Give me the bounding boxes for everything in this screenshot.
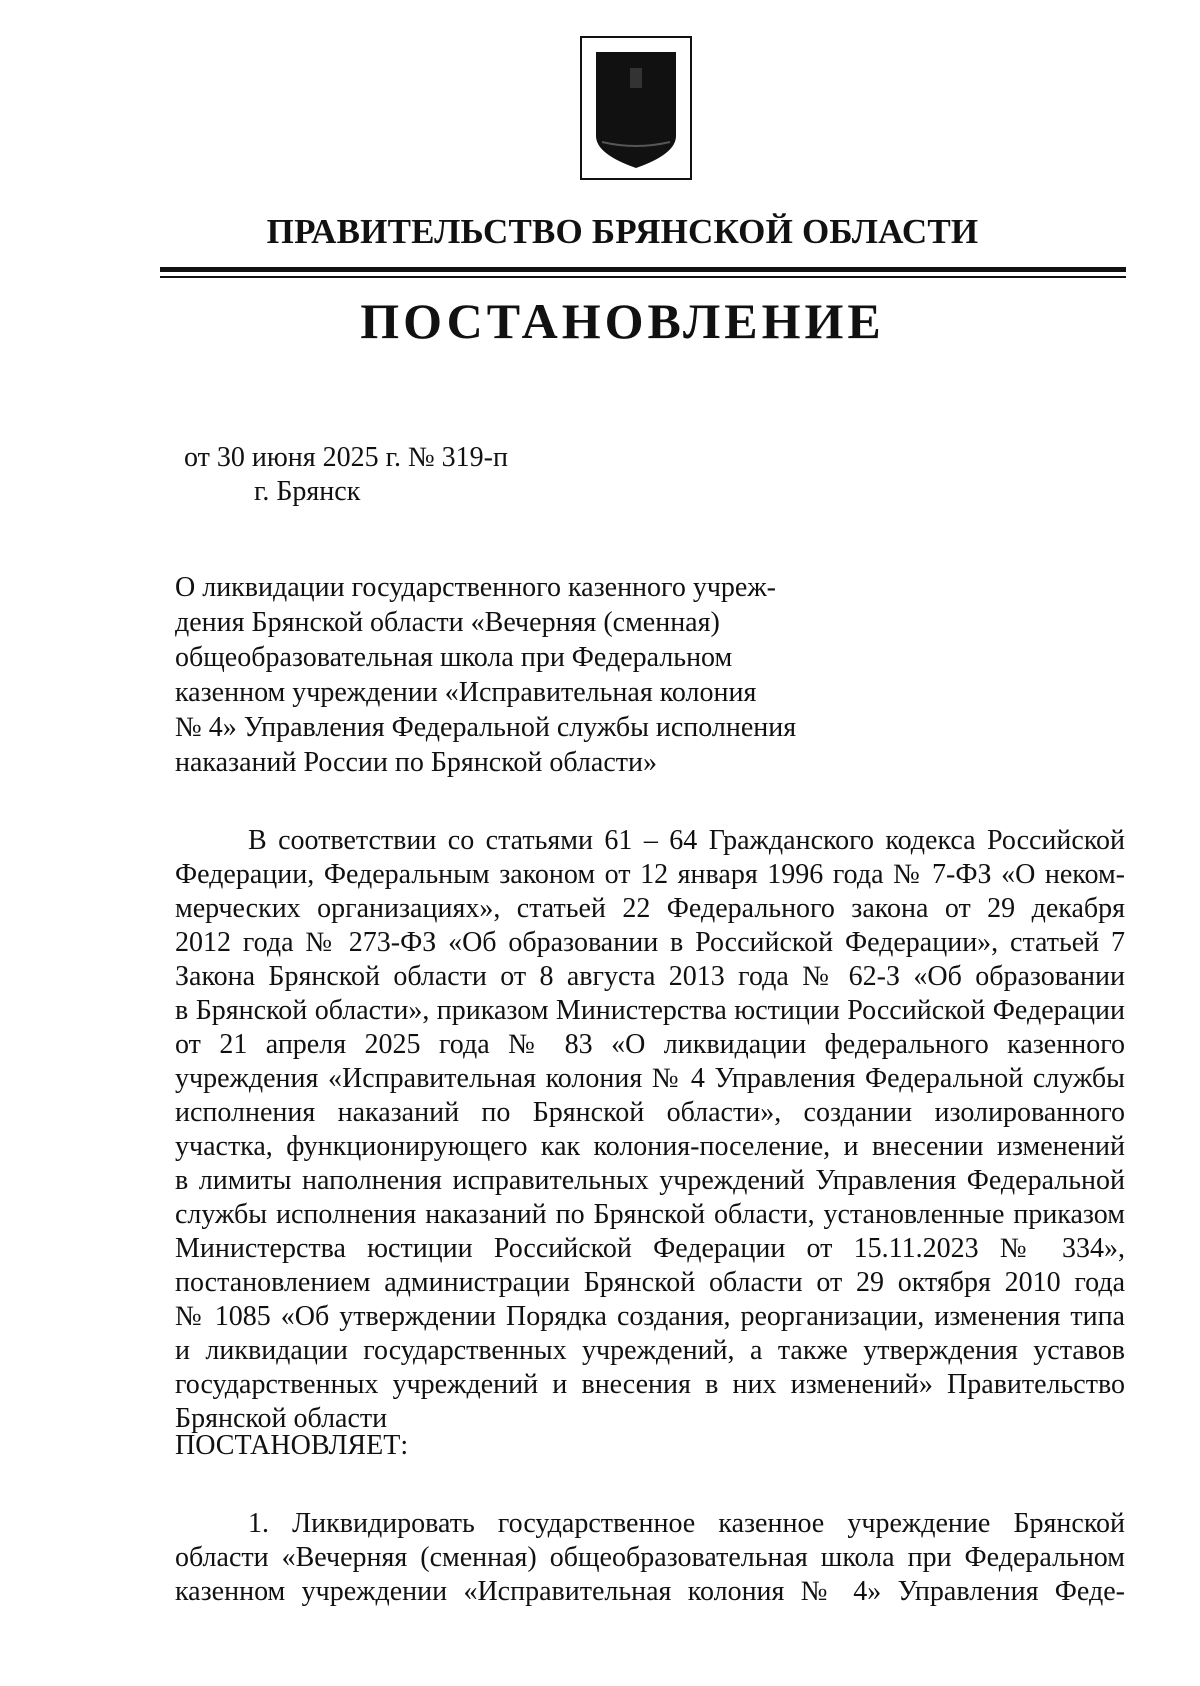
document-city: г. Брянск bbox=[254, 476, 361, 507]
subject-line: дения Брянской области «Вечерняя (сменная) bbox=[175, 607, 720, 638]
document-subject bbox=[175, 570, 805, 780]
item-1-line: казенном учреждении «Исправительная колония № 4» Управления Феде- bbox=[175, 1576, 1125, 1607]
document-date-number: от 30 июня 2025 г. № 319-п bbox=[184, 442, 508, 473]
coat-of-arms-icon bbox=[582, 38, 690, 178]
preamble-line: службы исполнения наказаний по Брянской области, установленные приказом bbox=[175, 1199, 1125, 1230]
preamble-line: учреждения «Исправительная колония № 4 Управления Федеральной службы bbox=[175, 1063, 1125, 1094]
preamble-line: Министерства юстиции Российской Федерации от 15.11.2023 № 334», bbox=[175, 1233, 1125, 1264]
header-rule-thick bbox=[160, 267, 1126, 272]
preamble-line: в лимиты наполнения исправительных учреждений Управления Федеральной bbox=[175, 1165, 1125, 1196]
subject-line: О ликвидации государственного казенного учреж- bbox=[175, 572, 777, 603]
preamble-line: Федерации, Федеральным законом от 12 января 1996 года № 7-ФЗ «О неком- bbox=[175, 859, 1125, 890]
preamble-line: от 21 апреля 2025 года № 83 «О ликвидации федерального казенного bbox=[175, 1029, 1125, 1060]
preamble-line: В соответствии со статьями 61 – 64 Гражданского кодекса Российской bbox=[248, 825, 1125, 856]
item-1-paragraph bbox=[175, 1507, 1125, 1609]
organization-name: ПРАВИТЕЛЬСТВО БРЯНСКОЙ ОБЛАСТИ bbox=[266, 212, 979, 251]
preamble-line: 2012 года № 273-ФЗ «Об образовании в Российской Федерации», статьей 7 bbox=[175, 927, 1125, 958]
decree-word: ПОСТАНОВЛЯЕТ: bbox=[175, 1430, 409, 1461]
emblem-frame bbox=[580, 36, 692, 180]
item-1-line: 1. Ликвидировать государственное казенное учреждение Брянской bbox=[248, 1508, 1125, 1539]
preamble-line: № 1085 «Об утверждении Порядка создания, реорганизации, изменения типа bbox=[175, 1301, 1125, 1332]
preamble-line: Закона Брянской области от 8 августа 2013 года № 62-З «Об образовании bbox=[175, 961, 1125, 992]
subject-line: общеобразовательная школа при Федеральном bbox=[175, 642, 733, 673]
preamble-paragraph bbox=[175, 824, 1125, 1436]
subject-line: казенном учреждении «Исправительная колония bbox=[175, 677, 757, 708]
preamble-line: в Брянской области», приказом Министерства юстиции Российской Федерации bbox=[175, 995, 1125, 1026]
preamble-line: Брянской области bbox=[175, 1403, 388, 1434]
header-rule-thin bbox=[160, 276, 1126, 278]
document-type: ПОСТАНОВЛЕНИЕ bbox=[360, 293, 885, 349]
preamble-line: и ликвидации государственных учреждений, а также утверждения уставов bbox=[175, 1335, 1125, 1366]
item-1-line: области «Вечерняя (сменная) общеобразовательная школа при Федеральном bbox=[175, 1542, 1125, 1573]
preamble-line: участка, функционирующего как колония-поселение, и внесении изменений bbox=[175, 1131, 1125, 1162]
subject-line: наказаний России по Брянской области» bbox=[175, 747, 657, 778]
preamble-line: государственных учреждений и внесения в них изменений» Правительство bbox=[175, 1369, 1125, 1400]
preamble-line: исполнения наказаний по Брянской области», создании изолированного bbox=[175, 1097, 1125, 1128]
preamble-line: постановлением администрации Брянской области от 29 октября 2010 года bbox=[175, 1267, 1125, 1298]
preamble-line: мерческих организациях», статьей 22 Федерального закона от 29 декабря bbox=[175, 893, 1125, 924]
subject-line: № 4» Управления Федеральной службы исполнения bbox=[175, 712, 797, 743]
